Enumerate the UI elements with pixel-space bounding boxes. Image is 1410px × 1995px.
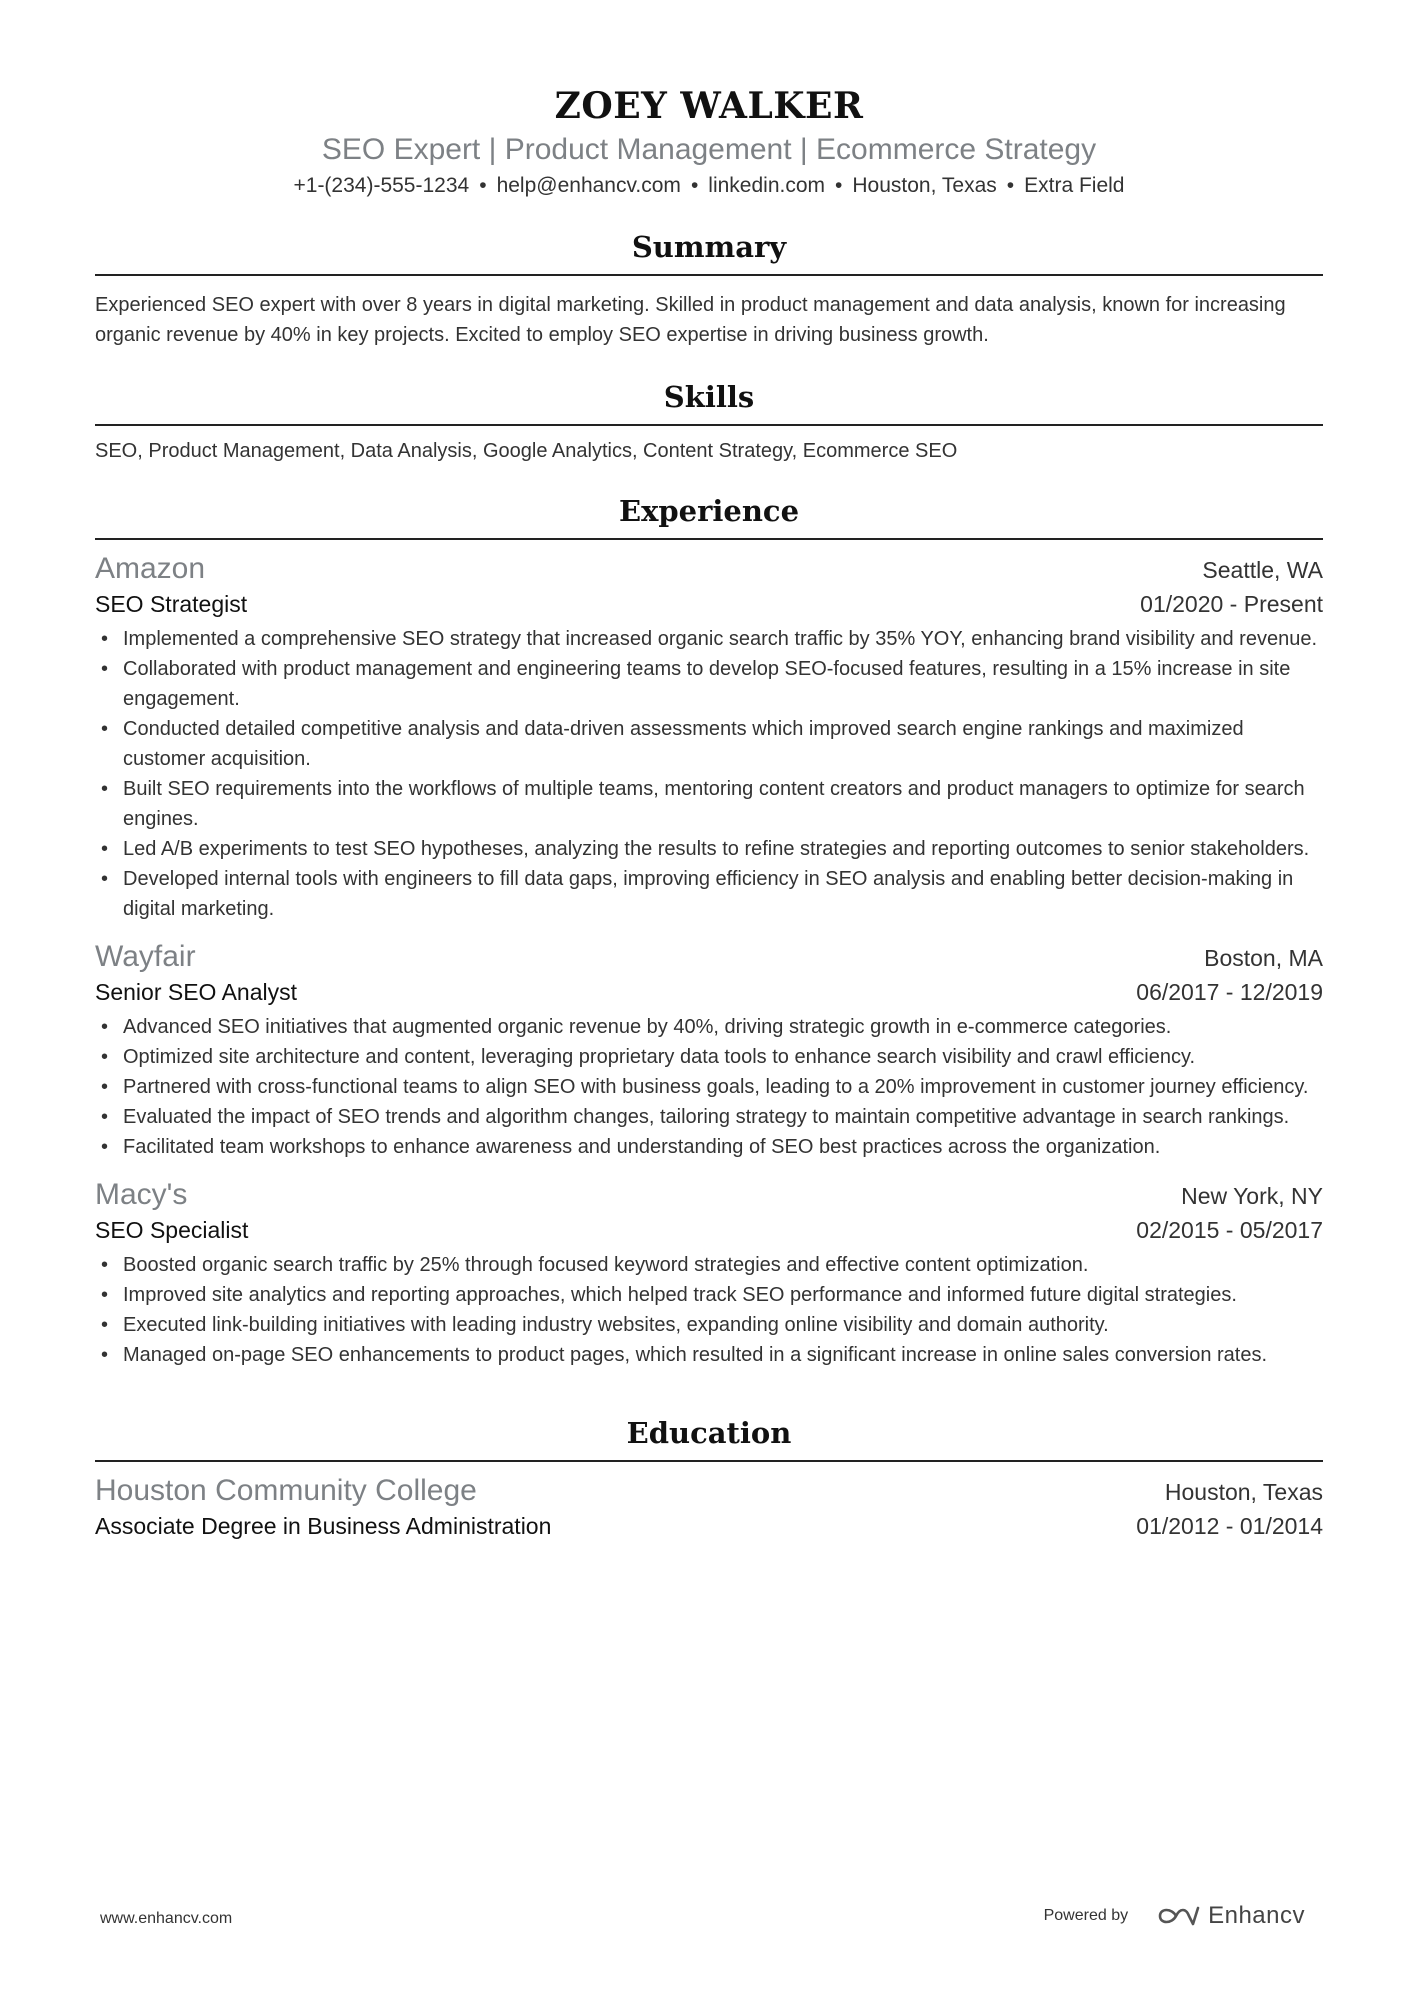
job-bullet: • Developed internal tools with engineers to fill data gaps, improving efficiency in SEO analysis and enabling better decision-making in digital marketing. xyxy=(95,864,1323,924)
job-bullets xyxy=(95,1012,1323,1162)
skills-text: SEO, Product Management, Data Analysis, Google Analytics, Content Strategy, Ecommerce SEO xyxy=(95,440,958,462)
job-bullets xyxy=(95,1250,1323,1370)
contact-separator: • xyxy=(835,174,843,197)
contact-email[interactable]: help@enhancv.com xyxy=(496,174,681,197)
brand-name: Enhancv xyxy=(1208,1902,1305,1929)
job-location: Seattle, WA xyxy=(1202,557,1323,583)
contact-separator: • xyxy=(690,174,699,197)
job-entry xyxy=(95,938,1323,1162)
contact-linkedin[interactable]: linkedin.com xyxy=(708,174,826,197)
job-dates: 06/2017 - 12/2019 xyxy=(1136,979,1323,1005)
section-divider xyxy=(95,1460,1323,1462)
contact-location: Houston, Texas xyxy=(852,174,997,197)
contact-line xyxy=(95,172,1323,200)
enhancv-logo[interactable] xyxy=(1156,1902,1305,1930)
section-divider xyxy=(95,274,1323,276)
education-dates: 01/2012 - 01/2014 xyxy=(1136,1513,1323,1539)
resume-header xyxy=(95,0,1323,200)
job-bullet: • Executed link-building initiatives with leading industry websites, expanding online visibility and domain authority. xyxy=(95,1310,1323,1340)
job-dates: 02/2015 - 05/2017 xyxy=(1136,1217,1323,1243)
job-role: SEO Strategist xyxy=(95,591,248,617)
job-bullet: • Boosted organic search traffic by 25% through focused keyword strategies and effective content optimization. xyxy=(95,1250,1323,1280)
job-bullet: • Managed on-page SEO enhancements to product pages, which resulted in a significant increase in online sales conversion rates. xyxy=(95,1340,1323,1370)
footer-website-link[interactable]: www.enhancv.com xyxy=(100,1910,233,1927)
job-entry xyxy=(95,550,1323,924)
job-bullet: • Optimized site architecture and content, leveraging proprietary data tools to enhance search visibility and crawl efficiency. xyxy=(95,1042,1323,1072)
contact-phone[interactable]: +1-(234)-555-1234 xyxy=(293,174,470,197)
job-entry xyxy=(95,1176,1323,1370)
job-bullet: • Facilitated team workshops to enhance awareness and understanding of SEO best practices across the organization. xyxy=(95,1132,1323,1162)
job-bullet: • Implemented a comprehensive SEO strategy that increased organic search traffic by 35% YOY, enhancing brand visibility and revenue. xyxy=(95,624,1323,654)
job-company: Macy's xyxy=(95,1178,188,1211)
section-title-skills: Skills xyxy=(663,380,755,414)
skills-section xyxy=(95,378,1323,466)
section-title-education: Education xyxy=(626,1416,792,1450)
section-divider xyxy=(95,424,1323,426)
job-company: Amazon xyxy=(95,552,206,585)
education-location: Houston, Texas xyxy=(1164,1479,1323,1505)
job-role: Senior SEO Analyst xyxy=(95,979,297,1005)
job-bullet: • Advanced SEO initiatives that augmented organic revenue by 40%, driving strategic growth in e-commerce categories. xyxy=(95,1012,1323,1042)
section-title-experience: Experience xyxy=(618,494,800,528)
job-bullet: • Improved site analytics and reporting approaches, which helped track SEO performance and informed future digital strategies. xyxy=(95,1280,1323,1310)
education-section xyxy=(95,1414,1323,1542)
candidate-headline: SEO Expert | Product Management | Ecommerce Strategy xyxy=(321,133,1097,166)
education-entry xyxy=(95,1472,1323,1542)
contact-extra-field: Extra Field xyxy=(1024,174,1125,197)
job-bullets xyxy=(95,624,1323,924)
job-bullet: • Led A/B experiments to test SEO hypotheses, analyzing the results to refine strategies and reporting outcomes to senior stakeholders. xyxy=(95,834,1323,864)
section-divider xyxy=(95,538,1323,540)
experience-section xyxy=(95,492,1323,1370)
job-dates: 01/2020 - Present xyxy=(1140,591,1323,617)
job-bullet: • Partnered with cross-functional teams to align SEO with business goals, leading to a 20% improvement in customer journey efficiency. xyxy=(95,1072,1323,1102)
job-bullet: • Conducted detailed competitive analysis and data-driven assessments which improved search engine rankings and maximized customer acquisition. xyxy=(95,714,1323,774)
job-location: New York, NY xyxy=(1181,1183,1323,1209)
job-bullet: • Evaluated the impact of SEO trends and algorithm changes, tailoring strategy to maintain competitive advantage in search rankings. xyxy=(95,1102,1323,1132)
contact-separator: • xyxy=(1006,174,1015,197)
job-bullet: • Collaborated with product management and engineering teams to develop SEO-focused features, resulting in a 15% increase in site engagement. xyxy=(95,654,1323,714)
job-location: Boston, MA xyxy=(1204,945,1323,971)
education-school: Houston Community College xyxy=(95,1474,477,1507)
job-role: SEO Specialist xyxy=(95,1217,249,1243)
powered-by-label: Powered by xyxy=(1043,1907,1129,1924)
job-company: Wayfair xyxy=(95,940,196,973)
resume-page xyxy=(95,0,1323,1542)
contact-separator: • xyxy=(479,174,487,197)
education-degree: Associate Degree in Business Administration xyxy=(95,1513,552,1539)
job-bullet: • Built SEO requirements into the workflows of multiple teams, mentoring content creators and product managers to optimize for search engines. xyxy=(95,774,1323,834)
section-title-summary: Summary xyxy=(631,230,787,264)
enhancv-logo-icon xyxy=(1156,1904,1202,1928)
footer-branding xyxy=(1044,1902,1305,1930)
candidate-name: ZOEY WALKER xyxy=(554,85,864,127)
summary-section xyxy=(95,228,1323,350)
summary-text: Experienced SEO expert with over 8 years in digital marketing. Skilled in product management and data analysis, known for increasing organic revenue by 40% in key projects. Excited to employ SEO expertise in driving business growth. xyxy=(95,294,1286,346)
